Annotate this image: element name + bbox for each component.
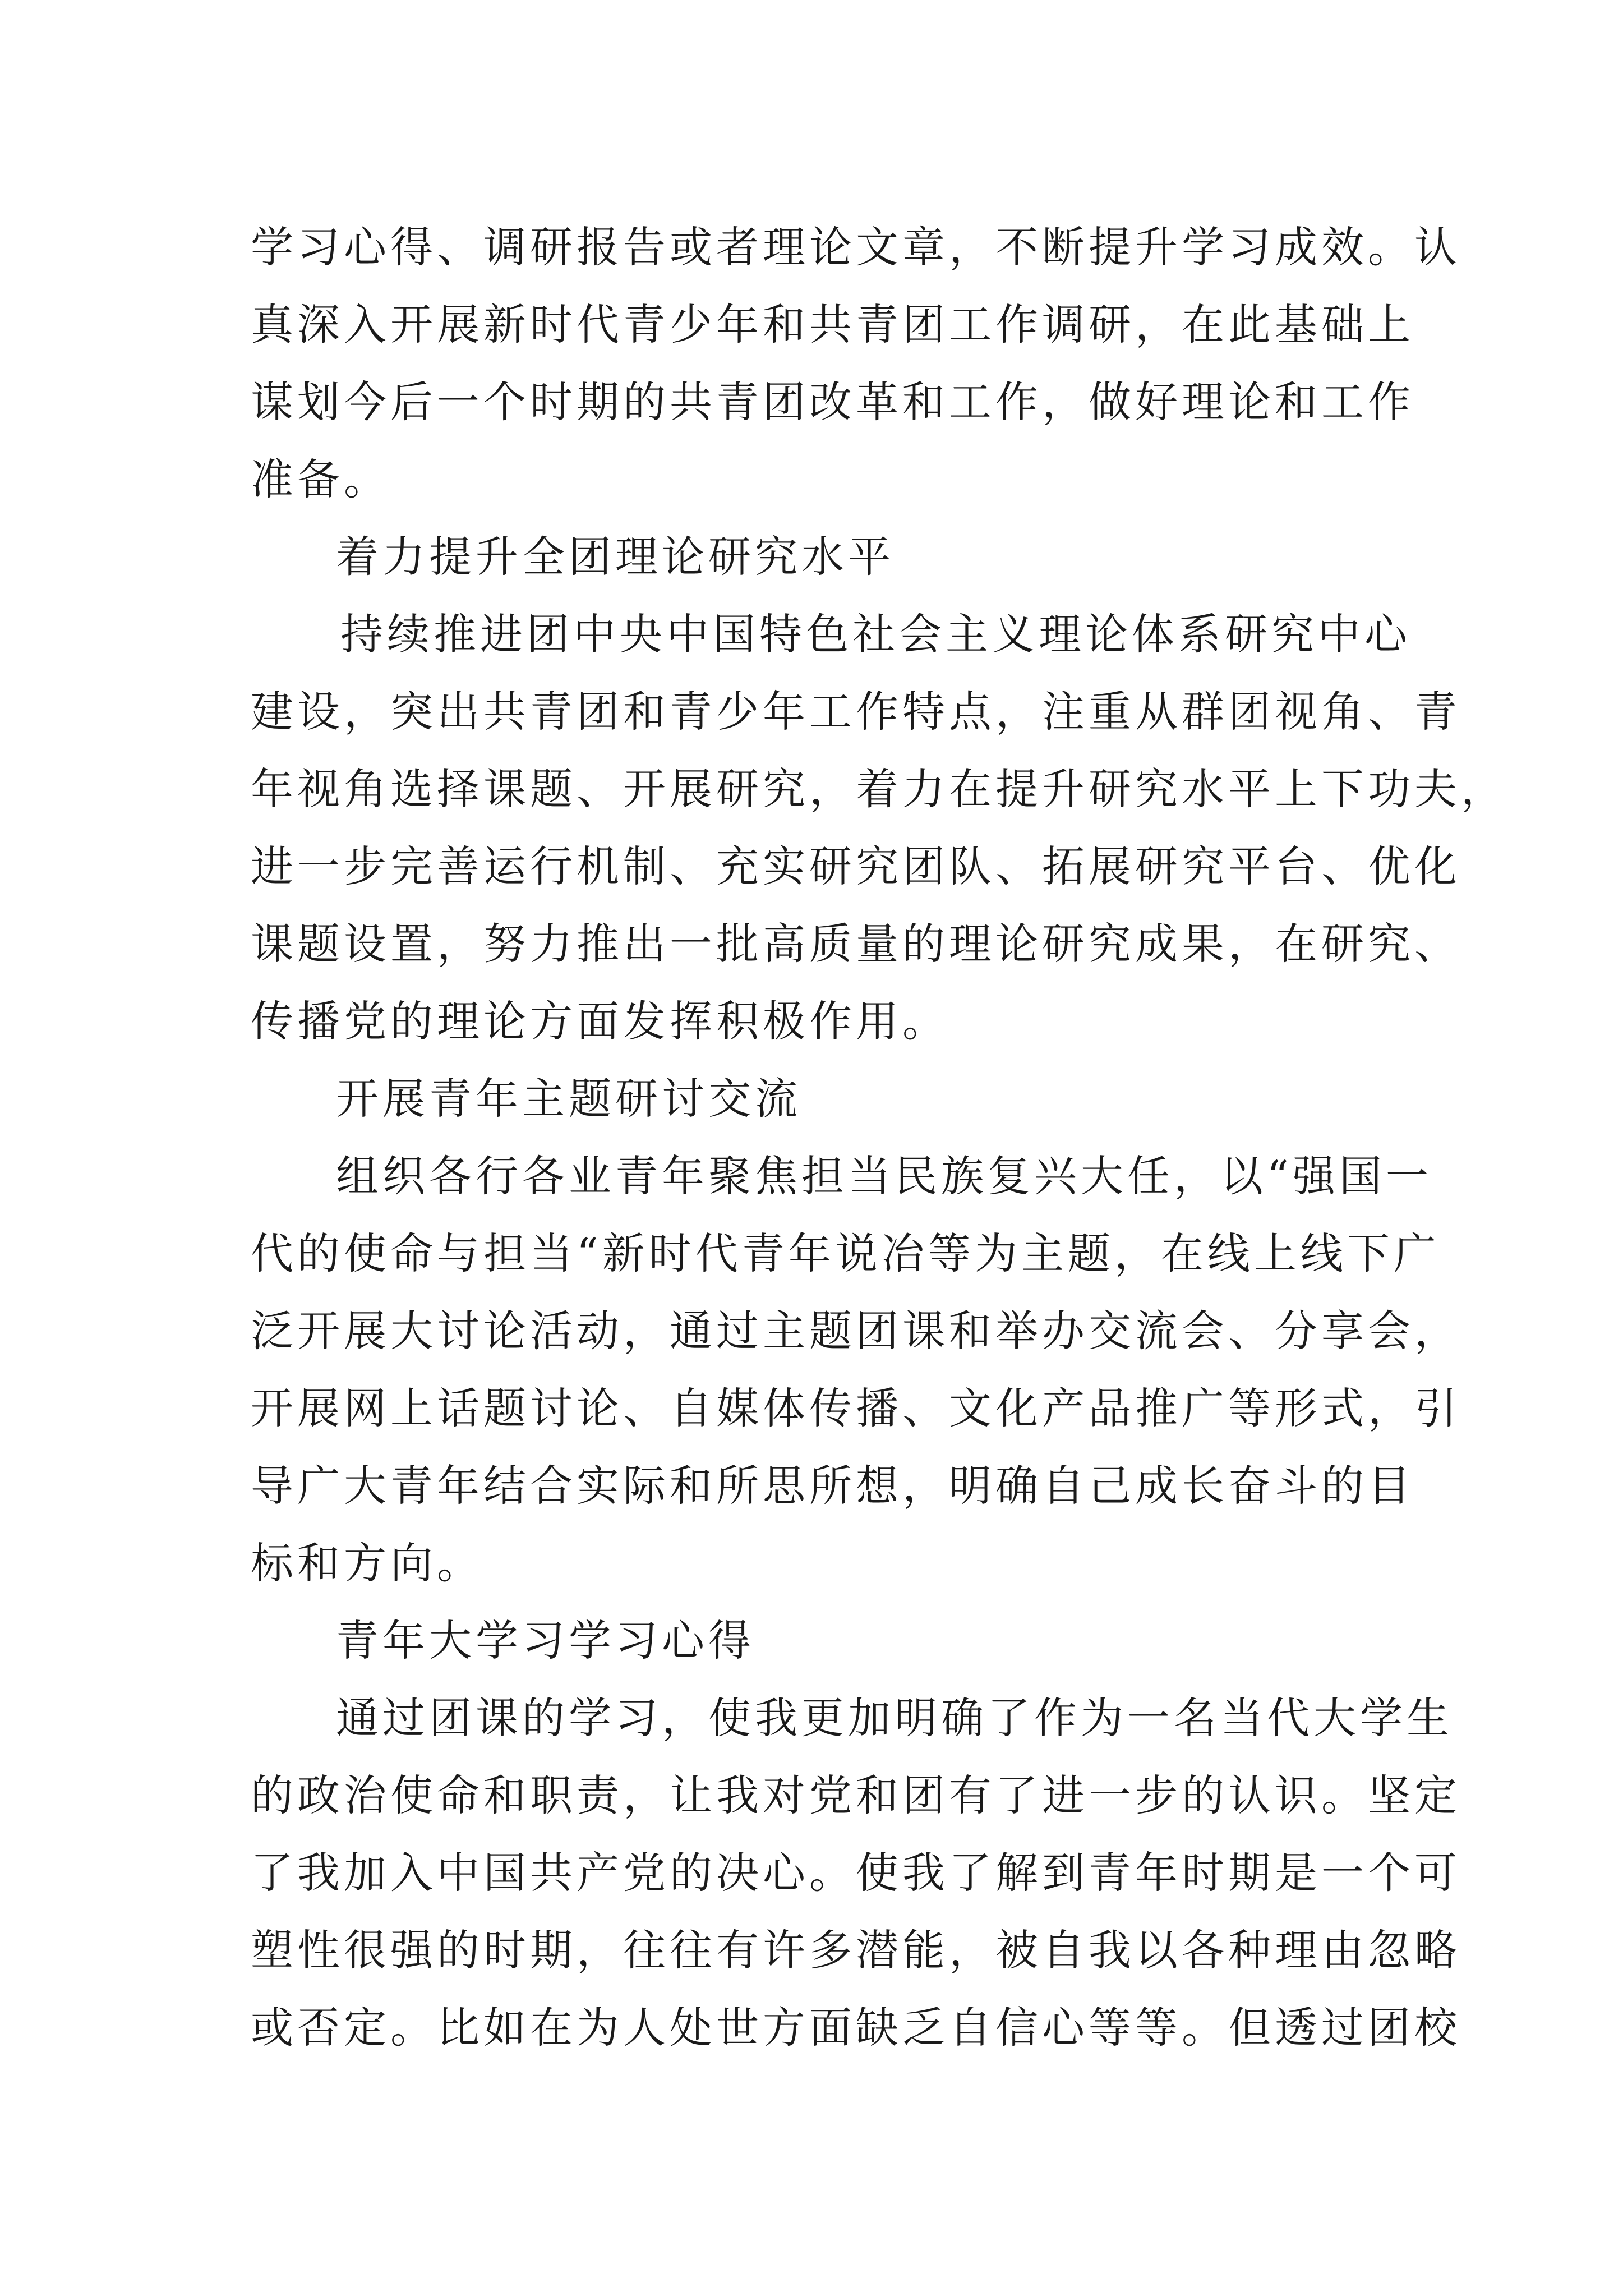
- paragraph-first-line: 通过团课的学习，使我更加明确了作为一名当代大学生: [336, 1693, 1453, 1743]
- text-line: 传播党的理论方面发挥积极作用。: [251, 996, 949, 1046]
- section-heading: 着力提升全团理论研究水平: [336, 532, 895, 582]
- text-line: 导广大青年结合实际和所思所想，明确自己成长奋斗的目: [251, 1461, 1414, 1511]
- text-line: 真深入开展新时代青少年和共青团工作调研，在此基础上: [251, 300, 1414, 349]
- paragraph-first-line: 组织各行各业青年聚焦担当民族复兴大任，以“强国一: [336, 1151, 1432, 1201]
- document-body: [251, 209, 1507, 2067]
- text-line: 的政治使命和职责，让我对党和团有了进一步的认识。坚定: [251, 1770, 1461, 1820]
- text-line: 年视角选择课题、开展研究，着力在提升研究水平上下功夫，: [251, 764, 1507, 814]
- text-line: 开展网上话题讨论、自媒体传播、文化产品推广等形式，引: [251, 1383, 1461, 1433]
- text-line: 进一步完善运行机制、充实研究团队、拓展研究平台、优化: [251, 841, 1461, 891]
- text-line: 或否定。比如在为人处世方面缺乏自信心等等。但透过团校: [251, 2003, 1461, 2053]
- section-heading: 青年大学习学习心得: [336, 1616, 755, 1665]
- text-line: 准备。: [251, 454, 390, 504]
- text-line: 代的使命与担当“新时代青年说冶等为主题，在线上线下广: [251, 1228, 1440, 1278]
- text-line: 建设，突出共青团和青少年工作特点，注重从群团视角、青: [251, 687, 1461, 737]
- text-line: 了我加入中国共产党的决心。使我了解到青年时期是一个可: [251, 1848, 1461, 1898]
- text-line: 谋划今后一个时期的共青团改革和工作，做好理论和工作: [251, 377, 1414, 427]
- text-line: 标和方向。: [251, 1538, 483, 1588]
- section-heading: 开展青年主题研讨交流: [336, 1074, 801, 1124]
- text-line: 塑性很强的时期，往往有许多潜能，被自我以各种理由忽略: [251, 1925, 1461, 1975]
- text-line: 泛开展大讨论活动，通过主题团课和举办交流会、分享会，: [251, 1306, 1461, 1356]
- text-line: 学习心得、调研报告或者理论文章，不断提升学习成效。认: [251, 222, 1461, 272]
- text-line: 课题设置，努力推出一批高质量的理论研究成果，在研究、: [251, 919, 1461, 969]
- paragraph-first-line: 持续推进团中央中国特色社会主义理论体系研究中心: [340, 609, 1411, 659]
